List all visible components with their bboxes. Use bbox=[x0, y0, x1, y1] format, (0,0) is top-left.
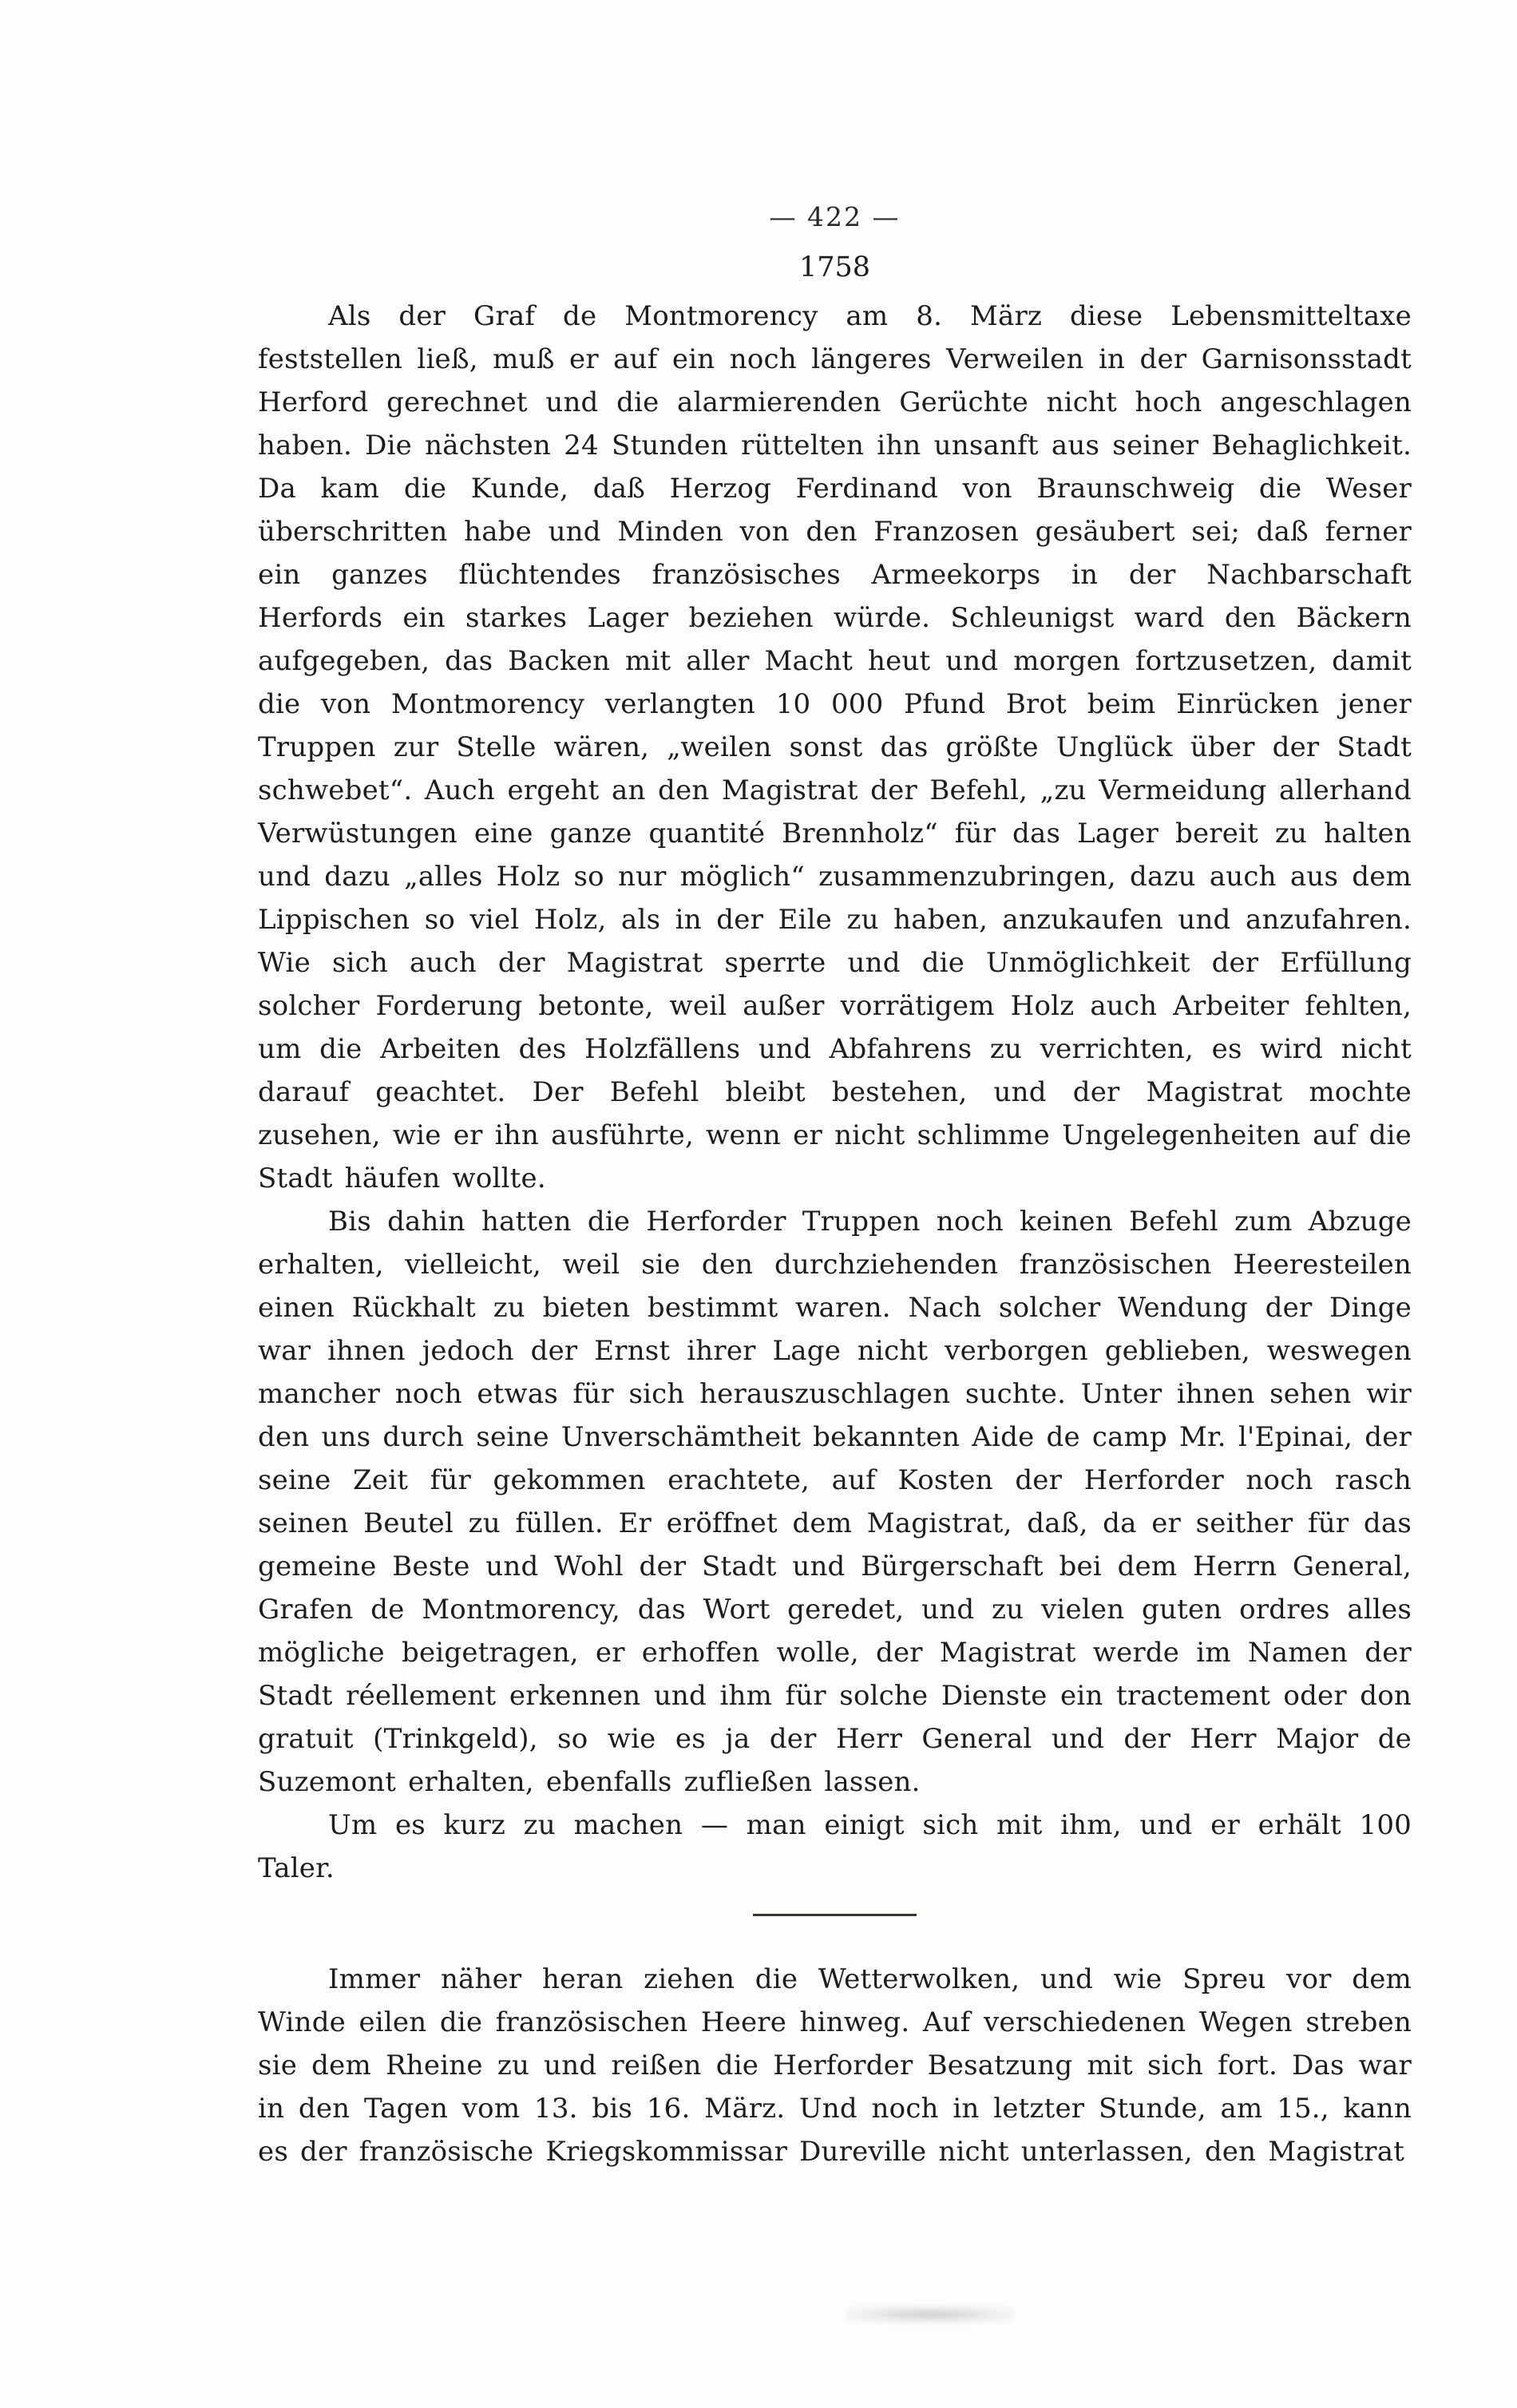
paragraph-french-retreat: Immer näher heran ziehen die Wetterwolken, und wie Spreu vor dem Winde eilen die französischen Heere hinweg. Auf verschiedenen Wegen streben sie dem Rheine zu und reißen die Herforder Besatzung mit sich fort. Das war in den Tagen vom 13. bis 16. März. Und noch in letzter Stunde, am 15., kann es der französische Kriegskommissar Dureville nicht unterlassen, den Magistrat bbox=[258, 1963, 1412, 2168]
page-number: — 422 — bbox=[769, 201, 901, 232]
scan-artifact bbox=[846, 2306, 1014, 2323]
paragraph-settlement: Um es kurz zu machen — man einigt sich mit ihm, und er erhält 100 Taler. bbox=[258, 1809, 1412, 1884]
year-heading: 1758 bbox=[798, 251, 871, 283]
paragraph-montmorency-order: Als der Graf de Montmorency am 8. März diese Lebensmitteltaxe feststellen ließ, muß er auf ein noch längeres Verweilen in der Garnisonsstadt Herford gerechnet und die alarmierenden Gerüchte nicht hoch angeschlagen haben. Die nächsten 24 Stunden rüttelten ihn unsanft aus seiner Behaglichkeit. Da kam die Kunde, daß Herzog Ferdinand von Braunschweig die Weser überschritten habe und Minden von den Franzosen gesäubert sei; daß ferner ein ganzes flüchtendes französisches Armeekorps in der Nachbarschaft Herfords ein starkes Lager beziehen würde. Schleunigst ward den Bäckern aufgegeben, das Backen mit aller Macht heut und morgen fortzusetzen, damit die von Montmorency verlangten 10 000 Pfund Brot beim Einrücken jener Truppen zur Stelle wären, „weilen sonst das größte Unglück über der Stadt schwebet“. Auch ergeht an den Magistrat der Befehl, „zu Vermeidung allerhand Verwüstungen eine ganze quantité Brennholz“ für das Lager bereit zu halten und dazu „alles Holz so nur möglich“ zusammenzubringen, dazu auch aus dem Lippischen so viel Holz, als in der Eile zu haben, anzukaufen und anzufahren. Wie sich auch der Magistrat sperrte und die Unmöglichkeit der Erfüllung solcher Forderung betonte, weil außer vorrätigem Holz auch Arbeiter fehlten, um die Arbeiten des Holzfällens und Abfahrens zu verrichten, es wird nicht darauf geachtet. Der Befehl bleibt bestehen, und der Magistrat mochte zusehen, wie er ihn ausführte, wenn er nicht schlimme Ungelegenheiten auf die Stadt häufen wollte. bbox=[258, 300, 1412, 1194]
paragraph-herford-troops: Bis dahin hatten die Herforder Truppen noch keinen Befehl zum Abzuge erhalten, vielleicht, weil sie den durchziehenden französischen Heeresteilen einen Rückhalt zu bieten bestimmt waren. Nach solcher Wendung der Dinge war ihnen jedoch der Ernst ihrer Lage nicht verborgen geblieben, weswegen mancher noch etwas für sich herauszuschlagen suchte. Unter ihnen sehen wir den uns durch seine Unverschämtheit bekannten Aide de camp Mr. l'Epinai, der seine Zeit für gekommen erachtete, auf Kosten der Herforder noch rasch seinen Beutel zu füllen. Er eröffnet dem Magistrat, daß, da er seither für das gemeine Beste und Wohl der Stadt und Bürgerschaft bei dem Herrn General, Grafen de Montmorency, das Wort geredet, und zu vielen guten ordres alles mögliche beigetragen, er erhoffen wolle, der Magistrat werde im Namen der Stadt réellement erkennen und ihm für solche Dienste ein tractement oder don gratuit (Trinkgeld), so wie es ja der Herr General und der Herr Major de Suzemont erhalten, ebenfalls zufließen lassen. bbox=[258, 1206, 1412, 1798]
section-divider bbox=[753, 1914, 917, 1916]
book-page bbox=[258, 0, 1412, 2173]
